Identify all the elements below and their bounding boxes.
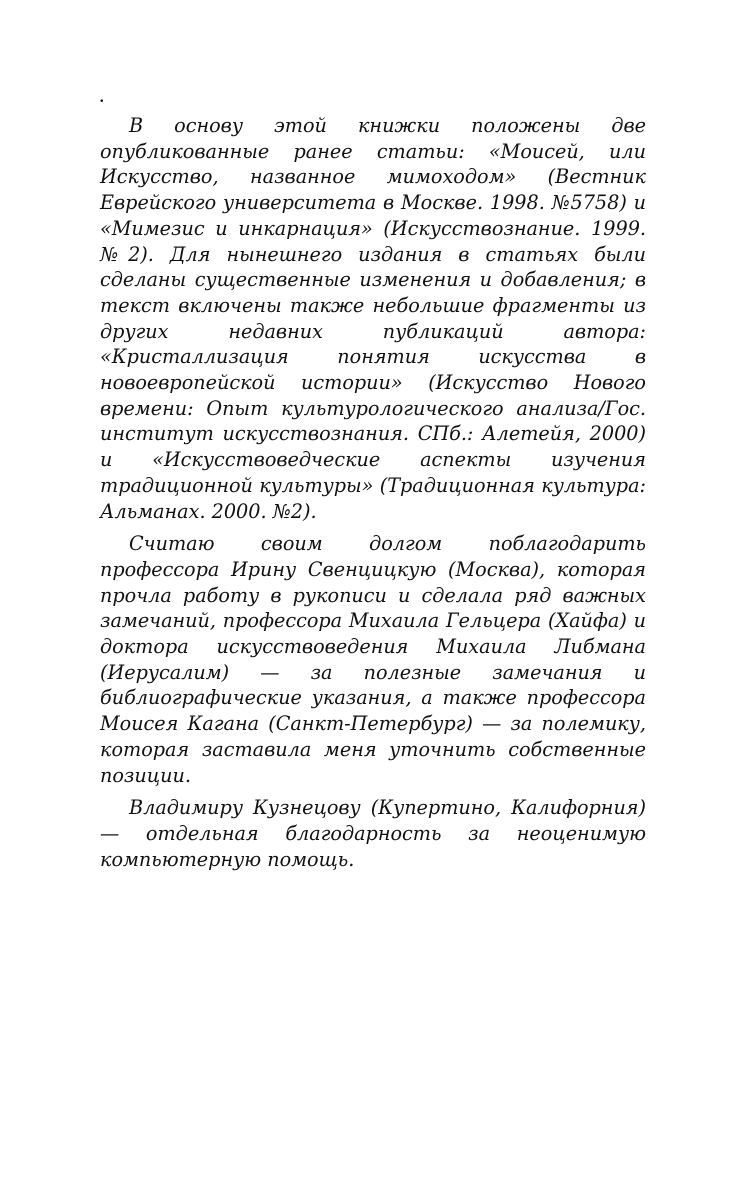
paragraph-thanks-computer-help: Владимиру Кузнецову (Купертино, Калифорния) — отдельная благодарность за неоценимую компьютерную помощь. [100,796,646,871]
acknowledgements-text [100,113,646,872]
page-marker-dot: . [99,82,105,107]
paragraph-publications: В основу этой книжки положены две опубликованные ранее статьи: «Моисей, или Искусство, названное мимоходом» (Вестник Еврейского университета в Москве. 1998. №5758) и «Мимезис и инкарнация» (Искусствознание. 1999. №2). Для нынешнего издания в статьях были сделаны существенные изменения и добавления; в текст включены также небольшие фрагменты из других недавних публикаций автора: «Кристаллизация понятия искусства в новоевропейской истории» (Искусство Нового времени: Опыт культурологического анализа/Гос. институт искусствознания. СПб.: Алетейя, 2000) и «Искусствоведческие аспекты изучения традиционной культуры» (Традиционная культура: Альманах. 2000. №2). [100,114,646,523]
paragraph-thanks-colleagues: Считаю своим долгом поблагодарить профессора Ирину Свенцицкую (Москва), которая прочла работу в рукописи и сделала ряд важных замечаний, профессора Михаила Гельцера (Хайфа) и доктора искусствоведения Михаила Либмана (Иерусалим) — за полезные замечания и библиографические указания, а также профессора Моисея Кагана (Санкт-Петербург) — за полемику, которая заставила меня уточнить собственные позиции. [100,532,646,787]
